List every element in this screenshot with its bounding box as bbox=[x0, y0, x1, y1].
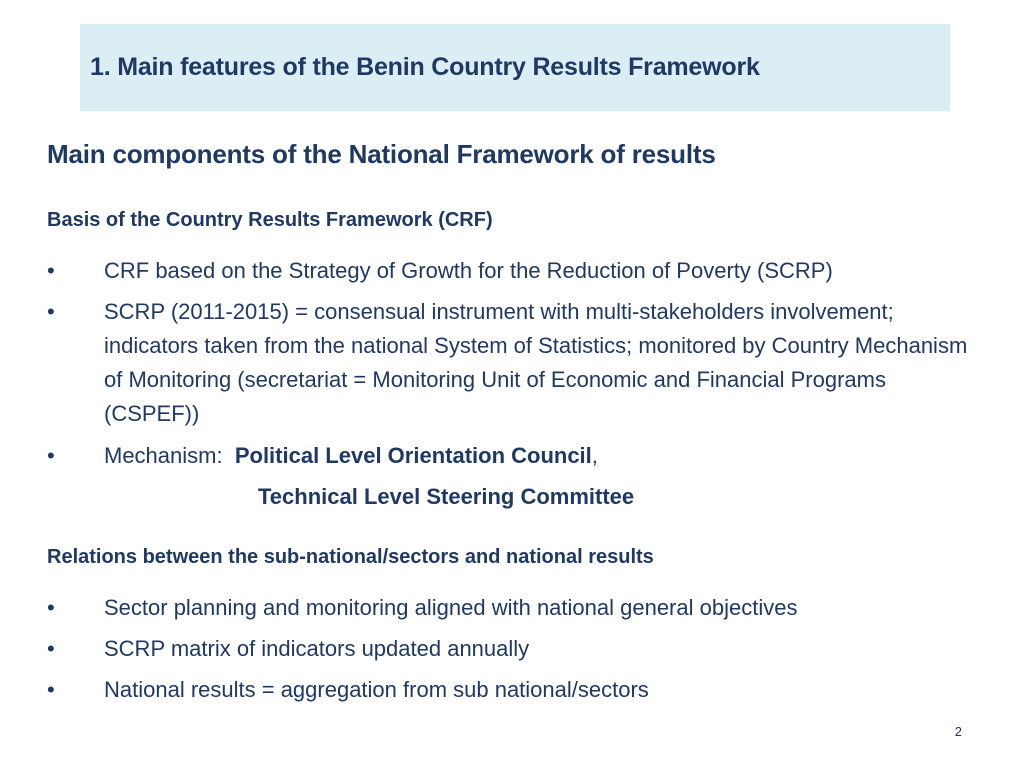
bullet-item-mechanism bbox=[47, 439, 977, 473]
section-basis-subheading: Basis of the Country Results Framework (CRF) bbox=[47, 209, 493, 231]
bullet-marker: • bbox=[47, 595, 55, 620]
bullet-item-matrix bbox=[47, 632, 977, 666]
bullet-text: SCRP (2011-2015) = consensual instrument with multi-stakeholders involvement; indicators taken from the national System of Statistics; monitored by Country Mechanism of Monitoring (secretariat = Monitoring Unit of Economic and Financial Programs (CSPEF)) bbox=[104, 299, 968, 426]
bullet-marker: • bbox=[47, 258, 55, 283]
main-heading: Main components of the National Framework of results bbox=[47, 139, 716, 169]
bullet-marker: • bbox=[47, 443, 55, 468]
bullet-marker: • bbox=[47, 299, 55, 324]
bullet-item-national-results bbox=[47, 673, 977, 707]
political-council-text: Political Level Orientation Council bbox=[234, 443, 592, 468]
bullet-marker: • bbox=[47, 677, 55, 702]
mechanism-label: Mechanism: bbox=[104, 443, 223, 468]
technical-committee-text: Technical Level Steering Committee bbox=[258, 484, 635, 509]
bullet-text: SCRP matrix of indicators updated annually bbox=[104, 636, 530, 661]
bullet-item-crf bbox=[47, 254, 977, 288]
bullet-item-sector-planning bbox=[47, 591, 977, 625]
bullet-text bbox=[104, 439, 977, 473]
page-number: 2 bbox=[954, 724, 962, 739]
bullet-text: Sector planning and monitoring aligned with national general objectives bbox=[104, 595, 798, 620]
mechanism-comma: , bbox=[591, 443, 598, 468]
slide-title: 1. Main features of the Benin Country Results Framework bbox=[90, 53, 760, 81]
slide-title-bar bbox=[80, 24, 950, 111]
bullet-item-scrp bbox=[47, 295, 977, 431]
bullet-text: National results = aggregation from sub national/sectors bbox=[104, 677, 649, 702]
bullet-marker: • bbox=[47, 636, 55, 661]
bullet-text: CRF based on the Strategy of Growth for the Reduction of Poverty (SCRP) bbox=[104, 258, 833, 283]
section-relations-subheading: Relations between the sub-national/sectors and national results bbox=[47, 546, 654, 568]
